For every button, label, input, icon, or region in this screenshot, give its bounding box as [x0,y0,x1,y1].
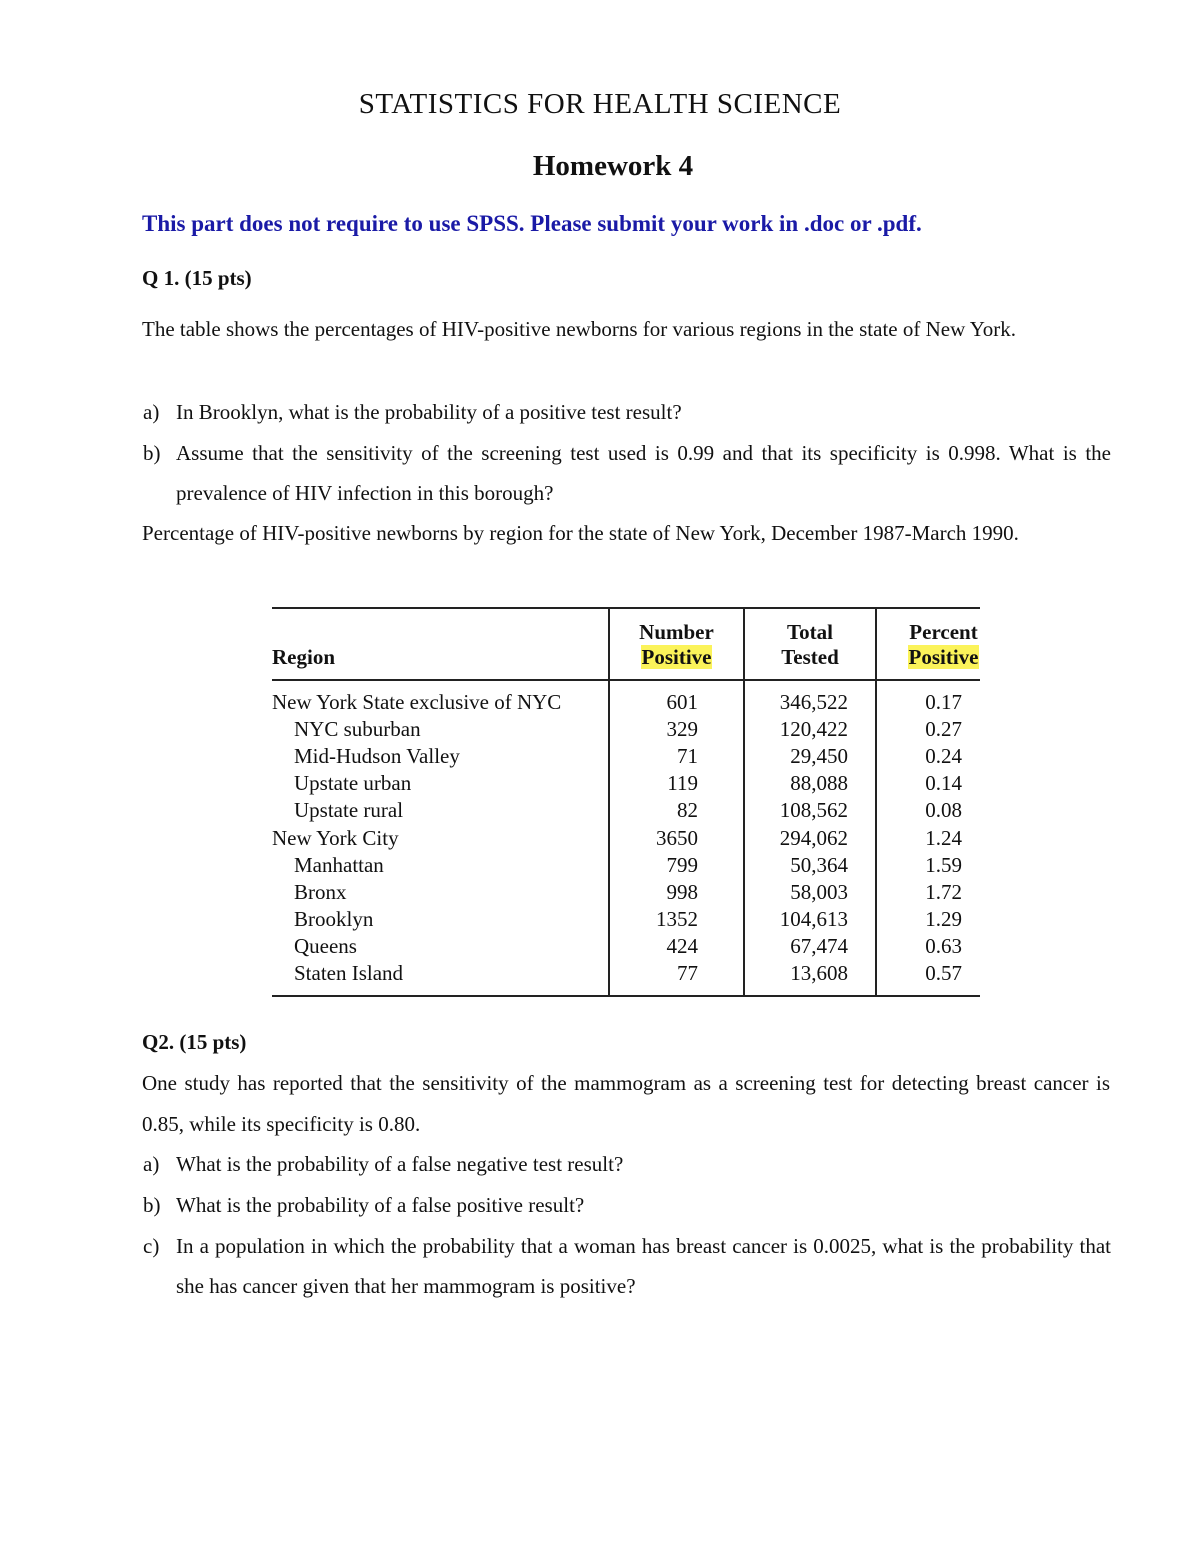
table-cell-percent-positive: 0.63 [925,933,962,958]
table-cell-number-positive: 1352 [656,906,698,931]
table-cell-region: Staten Island [294,961,404,985]
table-cell-total-tested: 346,522 [779,690,848,714]
q2-item-c-text: In a population in which the probability that a woman has breast cancer is 0.0025, what is the probability that she has cancer given that her mammogram is positive? [176,1234,1111,1298]
table-cell-total-tested: 108,562 [779,798,848,823]
table-cell-percent-positive: 1.72 [925,879,962,904]
table-cell-number-positive: 82 [677,798,698,823]
table-cell-percent-positive: 1.59 [925,852,962,877]
table-cell-region: Brooklyn [294,906,374,931]
table-cell-total-tested: 88,088 [790,771,848,796]
header-total-line2: Tested [781,645,839,669]
q2-item-a [143,1144,1111,1184]
q1-heading: Q 1. (15 pts) [142,266,252,290]
table-cell-total-tested: 50,364 [790,852,848,877]
submission-note: This part does not require to use SPSS. Please submit your work in .doc or .pdf. [142,211,922,236]
table-cell-number-positive: 601 [666,690,698,714]
table-cell-total-tested: 29,450 [790,744,848,769]
q1-intro: The table shows the percentages of HIV-positive newborns for various regions in the state of New York. [142,317,1017,341]
table-cell-percent-positive: 0.57 [925,961,962,985]
header-number-positive [610,620,743,670]
hiv-newborns-table [272,607,980,997]
header-number-line2: Positive [641,645,712,669]
q1-item-b-marker: b) [143,441,161,465]
q2-item-a-text: What is the probability of a false negative test result? [176,1152,624,1176]
table-cell-total-tested: 294,062 [779,825,848,850]
table-cell-total-tested: 58,003 [790,879,848,904]
table-cell-number-positive: 799 [666,852,698,877]
header-percent-line1: Percent [909,620,978,644]
table-cell-percent-positive: 0.08 [925,798,962,823]
q2-item-b-text: What is the probability of a false positive result? [176,1193,585,1217]
table-cell-total-tested: 120,422 [779,717,848,742]
table-cell-number-positive: 3650 [656,825,698,850]
table-cell-percent-positive: 1.24 [925,825,962,850]
table-cell-number-positive: 998 [666,879,698,904]
header-percent-line2: Positive [908,645,979,669]
table-cell-percent-positive: 0.24 [925,744,962,769]
document-title: STATISTICS FOR HEALTH SCIENCE [358,88,842,120]
q2-heading: Q2. (15 pts) [142,1030,247,1054]
header-total-line1: Total [787,620,833,644]
table-bottom-rule [272,995,980,997]
q2-item-b-marker: b) [143,1193,161,1217]
table-cell-region: New York State exclusive of NYC [272,690,562,714]
table-top-rule [272,607,980,609]
table-cell-region: Upstate urban [294,771,412,796]
table-cell-region: Queens [294,933,357,958]
q2-intro: One study has reported that the sensitivity of the mammogram as a screening test for detecting breast cancer is 0.85, while its specificity is 0.80. [142,1071,1110,1136]
q2-item-b [143,1185,1111,1225]
table-cell-number-positive: 77 [677,961,698,985]
table-cell-region: New York City [272,825,399,850]
header-total-tested [745,620,875,670]
q1-item-a-text: In Brooklyn, what is the probability of a positive test result? [176,400,682,424]
q2-item-a-marker: a) [143,1152,160,1176]
table-cell-number-positive: 424 [666,933,698,958]
table-cell-total-tested: 67,474 [790,933,848,958]
table-cell-number-positive: 71 [677,744,698,769]
table-cell-region: Manhattan [294,852,384,877]
homework-title: Homework 4 [532,150,694,182]
table-cell-total-tested: 13,608 [790,961,848,985]
table-cell-region: Upstate rural [294,798,404,823]
table-cell-percent-positive: 0.27 [925,717,962,742]
header-number-line1: Number [639,620,714,644]
table-cell-percent-positive: 1.29 [925,906,962,931]
header-percent-positive [877,620,1010,670]
table-header-rule [272,679,980,681]
table-caption: Percentage of HIV-positive newborns by region for the state of New York, December 1987-March 1990. [142,521,1019,545]
table-cell-total-tested: 104,613 [779,906,848,931]
table-cell-number-positive: 119 [667,771,698,796]
q2-item-c [143,1226,1111,1306]
table-cell-percent-positive: 0.14 [925,771,962,796]
table-cell-region: NYC suburban [294,717,421,742]
q1-item-a [143,392,1111,432]
table-cell-number-positive: 329 [666,717,698,742]
table-cell-percent-positive: 0.17 [925,690,962,714]
header-region: Region [272,645,335,669]
q2-item-c-marker: c) [143,1234,160,1258]
q1-item-a-marker: a) [143,400,160,424]
table-cell-region: Bronx [294,879,347,904]
q1-item-b [143,433,1111,513]
q1-item-b-text: Assume that the sensitivity of the screening test used is 0.99 and that its specificity is 0.998. What is the prevalence of HIV infection in this borough? [176,441,1111,505]
table-cell-region: Mid-Hudson Valley [294,744,460,769]
